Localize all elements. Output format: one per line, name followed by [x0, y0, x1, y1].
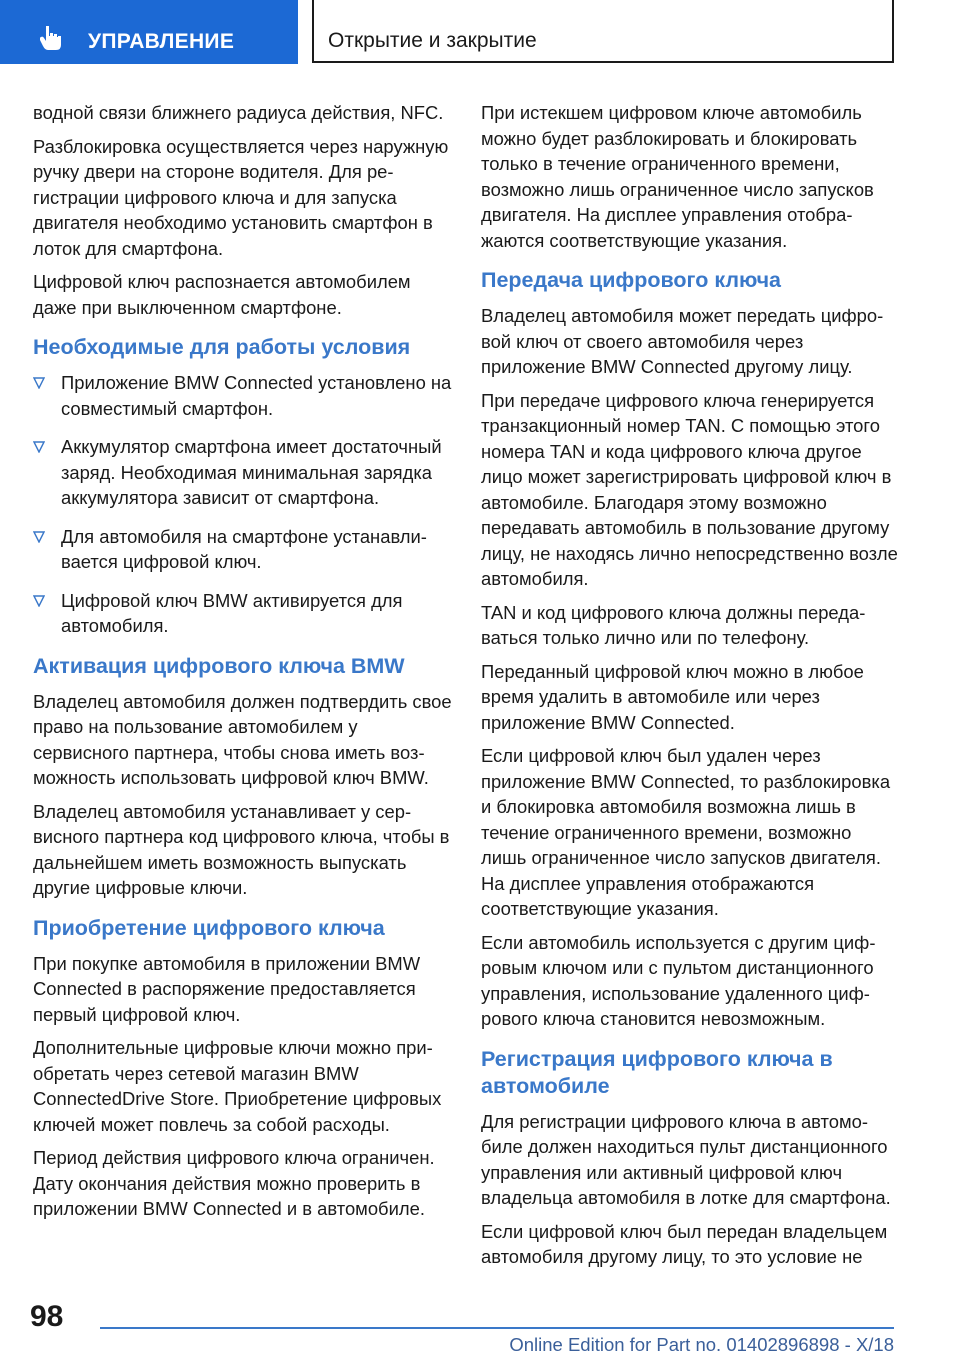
list-item	[33, 588, 453, 639]
list-item-text: Приложение BMW Connected установлено на совместимый смартфон.	[61, 372, 452, 419]
left-column	[33, 100, 453, 1230]
paragraph: Переданный цифровой ключ можно в любое время удалить в автомобиле или через приложение BMW Connected.	[481, 660, 864, 733]
section-tab	[0, 0, 298, 64]
section-label: УПРАВЛЕНИЕ	[88, 30, 235, 53]
footer-divider	[100, 1327, 894, 1329]
paragraph: Период действия цифрового ключа ограничен. Дату окончания действия можно проверить в приложении BMW Connected и в автомобиле.	[33, 1147, 435, 1219]
list-item-text: Аккумулятор смартфона имеет достаточный заряд. Необходимая минимальная зарядка аккумулятора зависит от смартфона.	[61, 436, 442, 508]
chapter-title: Открытие и закрытие	[328, 29, 537, 52]
paragraph: Для регистрации цифрового ключа в автомобиле должен находиться пульт дистанционного управления или активный цифровой ключ владельца автомобиля в лотке для смартфона.	[481, 1110, 891, 1208]
paragraph: Владелец автомобиля устанавливает у сервисного партнера код цифрового ключа, чтобы в дальнейшем иметь возможность выпускать другие цифровые ключи.	[33, 800, 450, 898]
triangle-bullet-icon	[33, 595, 45, 607]
section-heading-registration: Регистрация цифрового ключа в автомобиле	[481, 1046, 833, 1098]
list-item-text: Цифровой ключ BMW активируется для автомобиля.	[61, 589, 403, 636]
chapter-header	[312, 0, 894, 63]
hand-pointer-icon	[40, 24, 66, 50]
right-column	[481, 100, 901, 1278]
list-item	[33, 434, 453, 511]
section-heading-transfer: Передача цифрового ключа	[481, 268, 782, 292]
paragraph: TAN и код цифрового ключа должны передаваться только лично или по телефону.	[481, 601, 866, 648]
paragraph: Если цифровой ключ был передан владельцем автомобиля другому лицу, то это условие не	[481, 1220, 888, 1267]
edition-footer: Online Edition for Part no. 01402896898 - X/18	[509, 1334, 894, 1355]
paragraph: Если цифровой ключ был удален через приложение BMW Connected, то разблокировка и блокировка автомобиля возможна лишь в течение ограниченного времени, возможно лишь ограниченное число запусков двигателя. На дисплее управления отображаются соответствующие указания.	[481, 745, 891, 919]
list-item-text: Для автомобиля на смартфоне устанавливается цифровой ключ.	[61, 525, 427, 572]
paragraph: водной связи ближнего радиуса действия, NFC.	[33, 102, 444, 123]
paragraph: Владелец автомобиля может передать цифровой ключ от своего автомобиля через приложение BMW Connected другому лицу.	[481, 305, 884, 377]
paragraph: Дополнительные цифровые ключи можно приобретать через сетевой магазин BMW ConnectedDrive Store. Приобретение цифровых ключей может повлечь за собой расходы.	[33, 1037, 442, 1135]
list-item	[33, 524, 453, 575]
paragraph: При покупке автомобиля в приложении BMW Connected в распоряжение предоставляется первый цифровой ключ.	[33, 952, 421, 1025]
paragraph: Цифровой ключ распознается автомобилем даже при выключенном смартфоне.	[33, 271, 411, 318]
section-heading-conditions: Необходимые для работы условия	[33, 335, 411, 359]
paragraph: Разблокировка осуществляется через наружную ручку двери на стороне водителя. Для регистрации цифрового ключа и для запуска двигателя необходимо установить смартфон в лоток для смартфона.	[33, 135, 449, 259]
page-number: 98	[30, 1300, 64, 1333]
paragraph: Если автомобиль используется с другим цифровым ключом или с пультом дистанционного управления, использование удаленного цифрового ключа становится невозможным.	[481, 931, 876, 1029]
list-item	[33, 370, 453, 421]
section-heading-activation: Активация цифрового ключа BMW	[33, 653, 405, 678]
section-heading-purchase: Приобретение цифрового ключа	[33, 915, 385, 940]
triangle-bullet-icon	[33, 531, 45, 543]
triangle-bullet-icon	[33, 441, 45, 453]
conditions-list	[33, 370, 453, 639]
paragraph: При истекшем цифровом ключе автомобиль можно будет разблокировать и блокировать только в течение ограниченного времени, возможно лишь ограниченное число запусков двигателя. На дисплее управления отображаются соответствующие указания.	[481, 102, 874, 251]
paragraph: Владелец автомобиля должен подтвердить свое право на пользование автомобилем у сервисного партнера, чтобы снова иметь возможность использовать цифровой ключ BMW.	[33, 690, 452, 788]
paragraph: При передаче цифрового ключа генерируется транзакционный номер TAN. С помощью этого номера TAN и кода цифрового ключа другое лицо может зарегистрировать цифровой ключ в автомобиле. Благодаря этому возможно передавать автомобиль в пользование другому лицу, не находясь лично непосредственно возле автомобиля.	[481, 389, 898, 589]
triangle-bullet-icon	[33, 377, 45, 389]
